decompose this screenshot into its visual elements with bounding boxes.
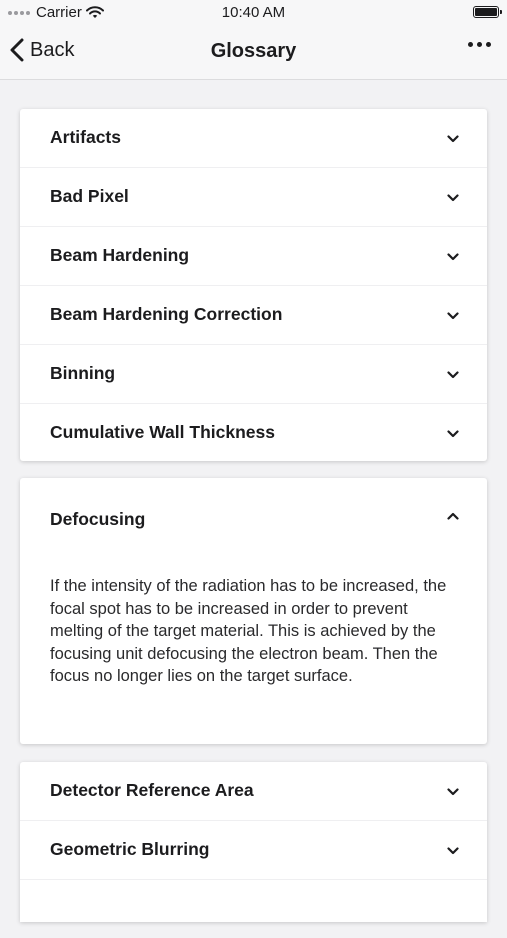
glossary-item-beam-hardening[interactable]	[20, 227, 487, 286]
status-time: 10:40 AM	[221, 4, 286, 21]
glossary-item-cumulative-wall-thickness[interactable]	[20, 404, 487, 462]
glossary-item-description: If the intensity of the radiation has to be increased, the focal spot has to be increased in order to prevent melting of the target material. This is achieved by the focusing unit defocusing the electron beam. Then the focus no longer lies on the target surface.	[50, 577, 447, 685]
chevron-down-icon	[447, 251, 459, 263]
glossary-item-label: Artifacts	[50, 127, 121, 147]
glossary-item-label: Beam Hardening	[50, 245, 190, 265]
glossary-item-label: Cumulative Wall Thickness	[50, 422, 275, 442]
glossary-item-detector-reference-area[interactable]	[20, 762, 487, 821]
back-label: Back	[30, 38, 75, 61]
glossary-item-beam-hardening-correction[interactable]	[20, 286, 487, 345]
more-options-button[interactable]	[468, 42, 491, 47]
glossary-item-label: Beam Hardening Correction	[50, 304, 283, 324]
chevron-down-icon	[447, 786, 459, 798]
page-title: Glossary	[210, 40, 297, 62]
glossary-item-label: Bad Pixel	[50, 186, 129, 206]
glossary-item-bad-pixel[interactable]	[20, 168, 487, 227]
glossary-item-next[interactable]	[20, 880, 487, 938]
chevron-down-icon	[447, 428, 459, 440]
glossary-item-label: Detector Reference Area	[50, 780, 254, 800]
glossary-list	[20, 109, 487, 461]
glossary-list-continued	[20, 762, 487, 922]
more-icon	[468, 42, 473, 47]
carrier-label: Carrier	[36, 4, 82, 21]
glossary-item-geometric-blurring[interactable]	[20, 821, 487, 880]
battery-icon	[473, 6, 499, 18]
glossary-item-label: Binning	[50, 363, 116, 383]
chevron-up-icon	[447, 510, 459, 522]
status-bar	[0, 0, 507, 26]
glossary-item-label: Geometric Blurring	[50, 839, 210, 859]
glossary-item-defocusing[interactable]	[20, 478, 487, 558]
chevron-down-icon	[447, 192, 459, 204]
chevron-down-icon	[447, 845, 459, 857]
glossary-item-label: Defocusing	[50, 509, 146, 529]
chevron-down-icon	[447, 369, 459, 381]
glossary-item-defocusing-expanded	[20, 478, 487, 744]
chevron-down-icon	[447, 310, 459, 322]
glossary-item-binning[interactable]	[20, 345, 487, 404]
chevron-down-icon	[447, 133, 459, 145]
glossary-item-artifacts[interactable]	[20, 109, 487, 168]
navigation-bar	[0, 26, 507, 80]
